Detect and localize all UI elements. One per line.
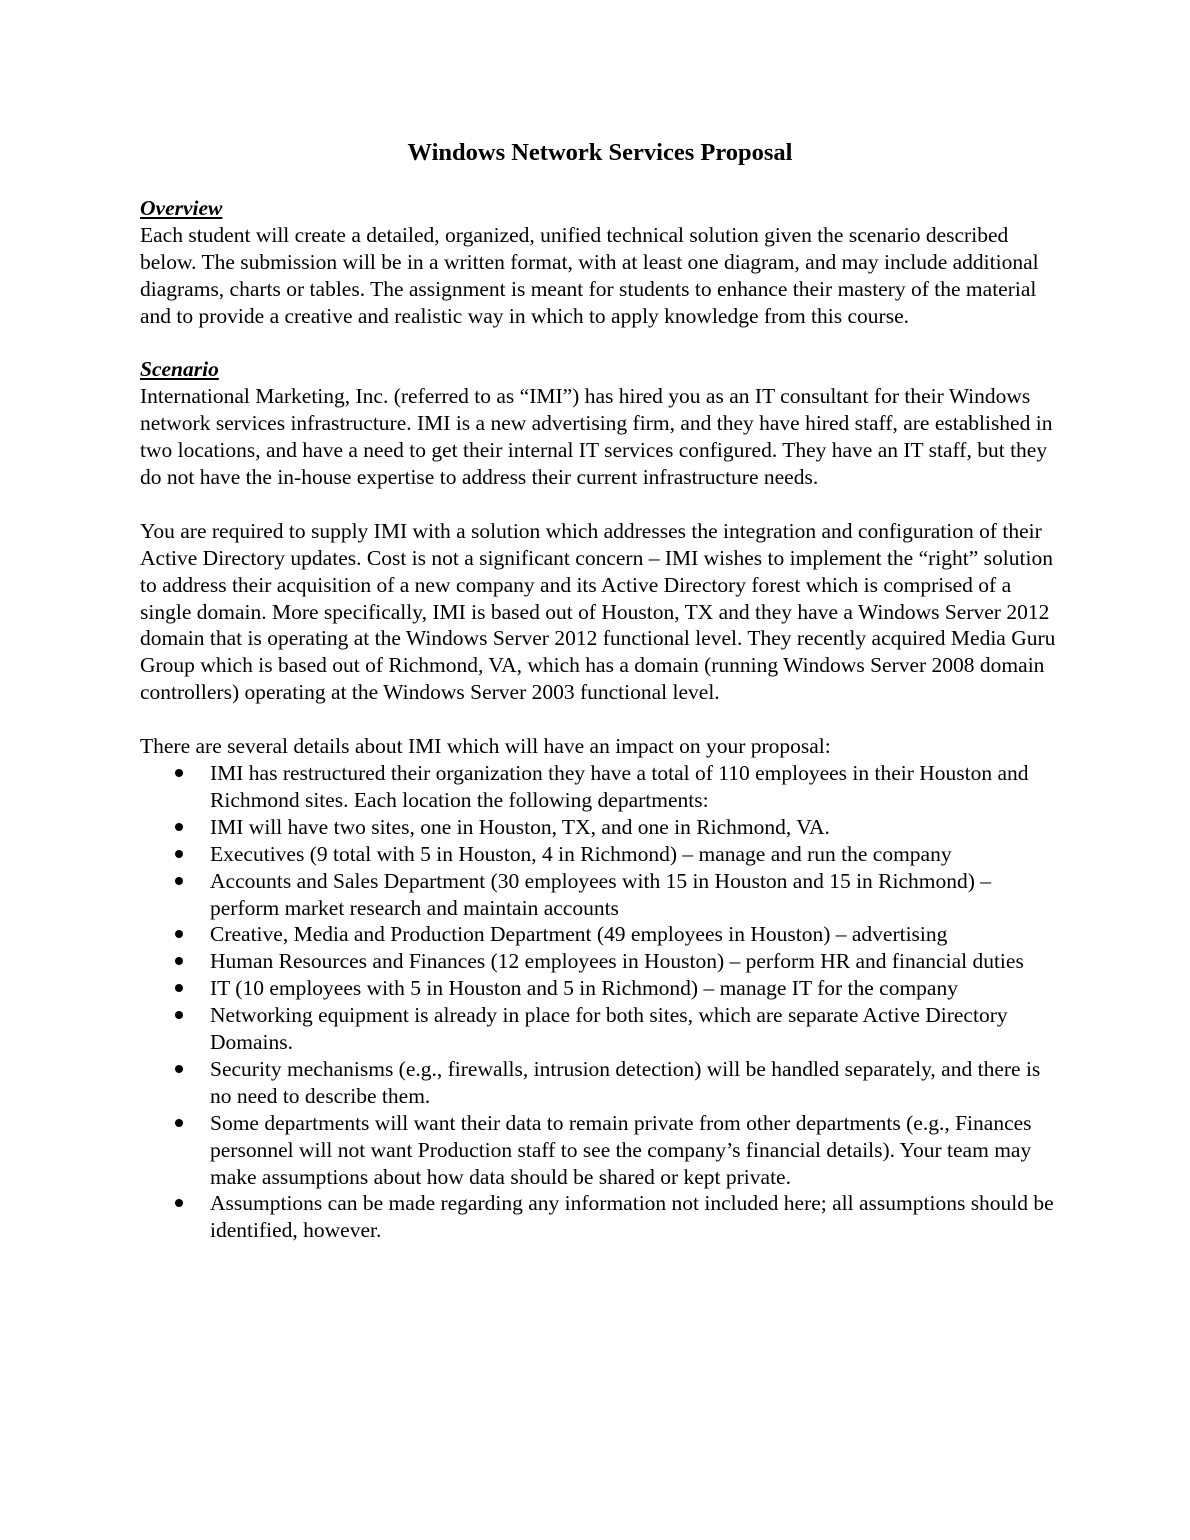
- bullet-item: [210, 1110, 1060, 1191]
- bullet-icon: [175, 877, 183, 885]
- overview-section: [140, 195, 1060, 330]
- bullet-icon: [175, 984, 183, 992]
- bullet-text: Creative, Media and Production Department (49 employees in Houston) – advertising: [210, 922, 948, 947]
- bullet-item: [210, 948, 1060, 975]
- document-body: [140, 138, 1060, 1244]
- bullet-item: [210, 1002, 1060, 1056]
- bullet-item: [210, 1056, 1060, 1110]
- bullet-text: IT (10 employees with 5 in Houston and 5 in Richmond) – manage IT for the company: [210, 976, 958, 1001]
- bullet-icon: [175, 930, 183, 938]
- details-intro: There are several details about IMI which will have an impact on your proposal:: [140, 734, 831, 759]
- details-bullet-list: [140, 760, 1060, 1244]
- bullet-text: Executives (9 total with 5 in Houston, 4 in Richmond) – manage and run the company: [210, 841, 952, 866]
- bullet-item: [210, 841, 1060, 868]
- bullet-item: [210, 921, 1060, 948]
- overview-heading: Overview: [140, 196, 223, 220]
- bullet-icon: [175, 1065, 183, 1073]
- bullet-text: Some departments will want their data to remain private from other departments (e.g., Finances personnel will not want Production staff to see the company’s financial details). Your team may make assumptions about how data should be shared or kept private.: [210, 1110, 1032, 1189]
- bullet-text: Security mechanisms (e.g., firewalls, intrusion detection) will be handled separately, and there is no need to describe them.: [210, 1056, 1041, 1108]
- scenario-heading: Scenario: [140, 357, 219, 382]
- bullet-text: Accounts and Sales Department (30 employees with 15 in Houston and 15 in Richmond) – perform market research and maintain accounts: [210, 868, 992, 920]
- bullet-item: [210, 814, 1060, 841]
- bullet-icon: [175, 1199, 183, 1207]
- scenario-paragraph-2: You are required to supply IMI with a solution which addresses the integration and configuration of their Active Directory updates. Cost is not a significant concern – IMI wishes to implement the “right” solution to address their acquisition of a new company and its Active Directory forest which is comprised of a single domain. More specifically, IMI is based out of Houston, TX and they have a Windows Server 2012 domain that is operating at the Windows Server 2012 functional level. They recently acquired Media Guru Group which is based out of Richmond, VA, which has a domain (running Windows Server 2008 domain controllers) operating at the Windows Server 2003 functional level.: [140, 518, 1056, 705]
- bullet-item: [210, 1190, 1060, 1244]
- bullet-item: [210, 975, 1060, 1002]
- scenario-section: [140, 356, 1060, 1244]
- bullet-item: [210, 760, 1060, 814]
- bullet-item: [210, 868, 1060, 922]
- bullet-icon: [175, 1119, 183, 1127]
- bullet-icon: [175, 850, 183, 858]
- overview-paragraph: Each student will create a detailed, organized, unified technical solution given the scenario described below. The submission will be in a written format, with at least one diagram, and may include additional diagrams, charts or tables. The assignment is meant for students to enhance their mastery of the material and to provide a creative and realistic way in which to apply knowledge from this course.: [140, 222, 1039, 328]
- bullet-icon: [175, 1011, 183, 1019]
- bullet-text: IMI will have two sites, one in Houston, TX, and one in Richmond, VA.: [210, 814, 830, 839]
- bullet-icon: [175, 769, 183, 777]
- bullet-text: Human Resources and Finances (12 employees in Houston) – perform HR and financial duties: [210, 949, 1024, 974]
- scenario-paragraph-1: International Marketing, Inc. (referred to as “IMI”) has hired you as an IT consultant for their Windows network services infrastructure. IMI is a new advertising firm, and they have hired staff, are established in two locations, and have a need to get their internal IT services configured. They have an IT staff, but they do not have the in-house expertise to address their current infrastructure needs.: [140, 384, 1053, 490]
- bullet-icon: [175, 823, 183, 831]
- spacer: [140, 706, 1060, 733]
- spacer: [140, 330, 1060, 357]
- spacer: [140, 491, 1060, 518]
- bullet-text: IMI has restructured their organization they have a total of 110 employees in their Houston and Richmond sites. Each location the following departments:: [210, 760, 1029, 812]
- bullet-text: Assumptions can be made regarding any information not included here; all assumptions should be identified, however.: [210, 1191, 1054, 1243]
- bullet-text: Networking equipment is already in place for both sites, which are separate Active Directory Domains.: [210, 1003, 1008, 1055]
- bullet-icon: [175, 957, 183, 965]
- document-title: Windows Network Services Proposal: [407, 139, 793, 166]
